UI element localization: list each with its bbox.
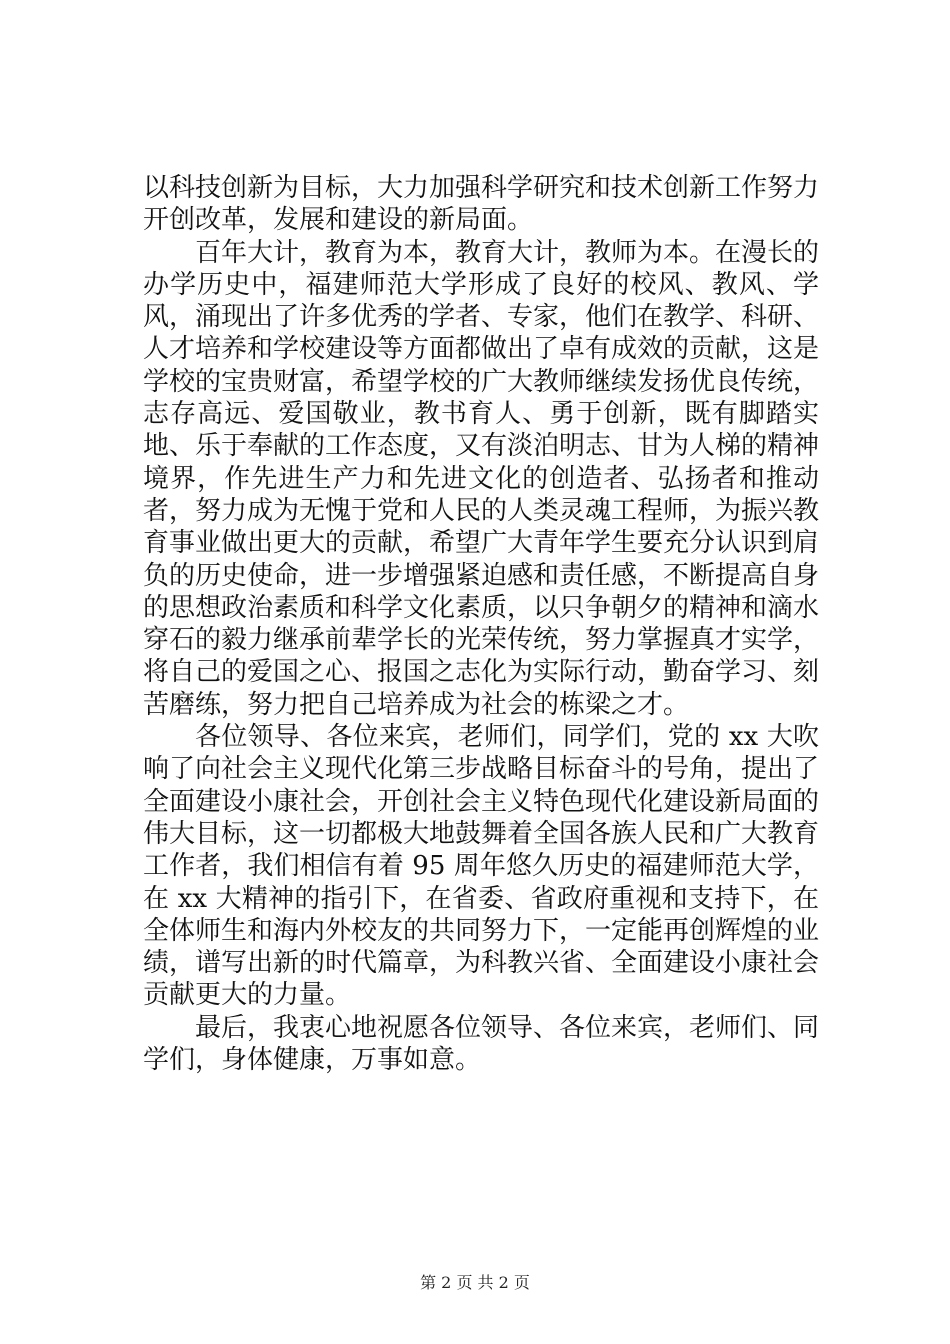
- paragraph-1: 以科技创新为目标，大力加强科学研究和技术创新工作努力开创改革，发展和建设的新局面。: [143, 173, 820, 236]
- paragraph-4: 最后，我衷心地祝愿各位领导、各位来宾，老师们、同学们，身体健康，万事如意。: [143, 1012, 820, 1076]
- paragraph-2: 百年大计，教育为本，教育大计，教师为本。在漫长的办学历史中，福建师范大学形成了良好的校风、教风、学风，涌现出了许多优秀的学者、专家，他们在教学、科研、人才培养和学校建设等方面都做出了卓有成效的贡献，这是学校的宝贵财富，希望学校的广大教师继续发扬优良传统，志存高远、爱国敬业，教书育人、勇于创新，既有脚踏实地、乐于奉献的工作态度，又有淡泊明志、甘为人梯的精神境界，作先进生产力和先进文化的创造者、弘扬者和推动者，努力成为无愧于党和人民的人类灵魂工程师，为振兴教育事业做出更大的贡献，希望广大青年学生要充分认识到肩负的历史使命，进一步增强紧迫感和责任感，不断提高自身的思想政治素质和科学文化素质，以只争朝夕的精神和滴水穿石的毅力继承前辈学长的光荣传统，努力掌握真才实学，将自己的爱国之心、报国之志化为实际行动，勤奋学习、刻苦磨练，努力把自己培养成为社会的栋梁之才。: [143, 237, 820, 720]
- document-body: [143, 172, 819, 1076]
- paragraph-3: 各位领导、各位来宾，老师们，同学们，党的 xx 大吹响了向社会主义现代化第三步战略目标奋斗的号角，提出了全面建设小康社会，开创社会主义特色现代化建设新局面的伟大目标，这一切都极大地鼓舞着全国各族人民和广大教育工作者，我们相信有着 95 周年悠久历史的福建师范大学，在 xx 大精神的指引下，在省委、省政府重视和支持下，在全体师生和海内外校友的共同努力下，一定能再创辉煌的业绩，谱写出新的时代篇章，为科教兴省、全面建设小康社会贡献更大的力量。: [143, 722, 820, 1011]
- page-footer: 第 2 页 共 2 页: [420, 1273, 530, 1292]
